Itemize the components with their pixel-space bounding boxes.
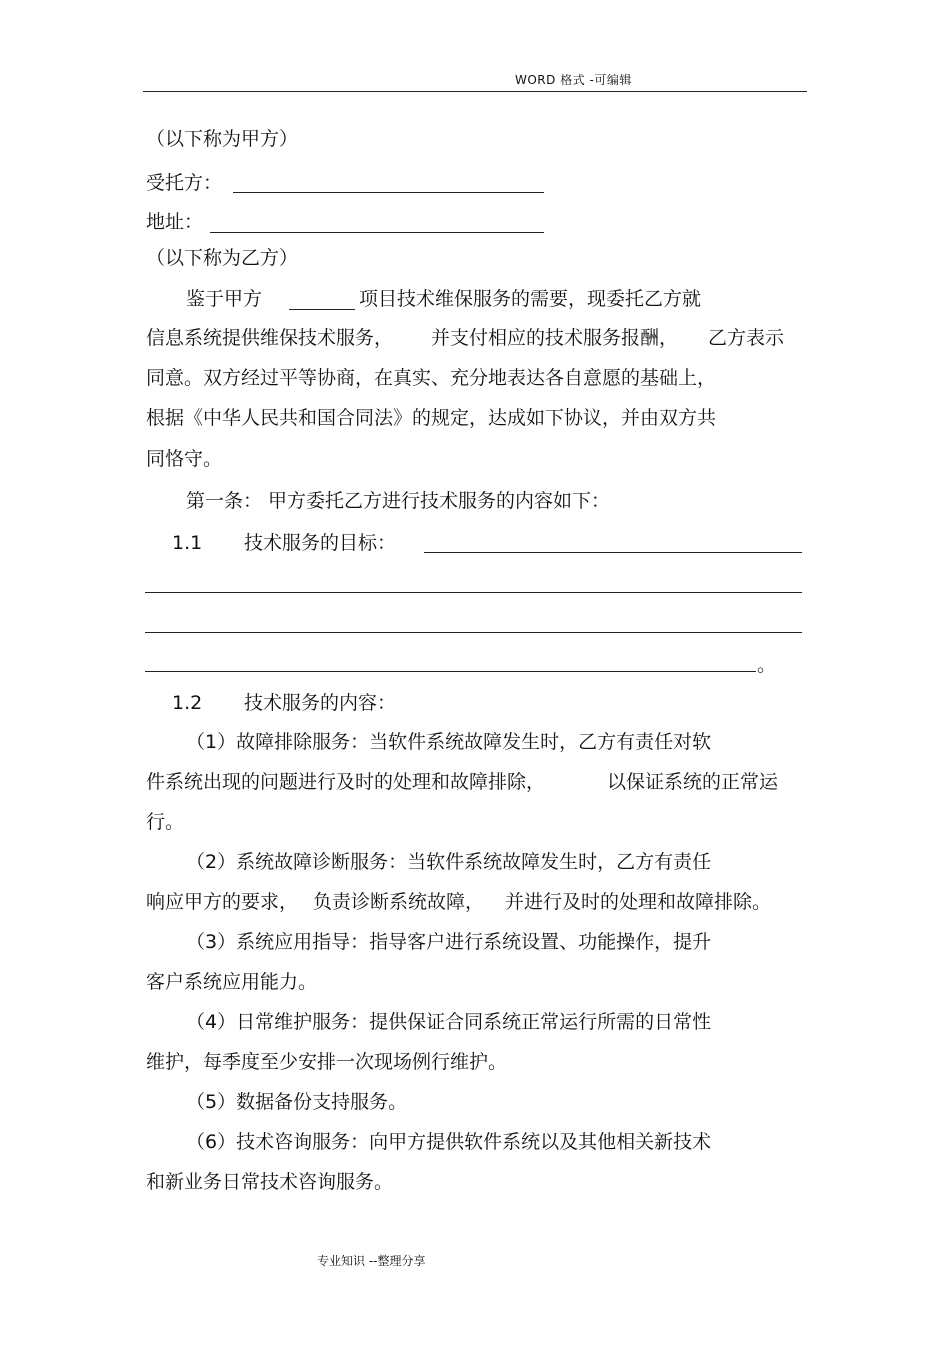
section-1-2-number: 1.2 [172,692,203,714]
item-4-line-2: 维护，每季度至少安排一次现场例行维护。 [146,1051,508,1073]
item-2-line-2b: 负责诊断系统故障， [313,891,485,913]
section-1-1-label: 技术服务的目标： [244,532,397,554]
item-6-line-1: （6）技术咨询服务：向甲方提供软件系统以及其他相关新技术 [186,1131,712,1153]
item-3-line-2: 客户系统应用能力。 [146,971,318,993]
section-1-2-label: 技术服务的内容： [244,692,397,714]
item-1-line-2b: 以保证系统的正常运 [607,771,779,793]
intro-line-2c: 乙方表示 [708,327,785,349]
item-4-line-1: （4）日常维护服务：提供保证合同系统正常运行所需的日常性 [186,1011,712,1033]
intro-line-3: 同意。双方经过平等协商，在真实、充分地表达各自意愿的基础上， [146,367,717,389]
goal-period: 。 [757,654,777,676]
item-1-line-2a: 件系统出现的问题进行及时的处理和故障排除， [146,771,546,793]
item-1-line-3: 行。 [146,811,185,833]
intro-line-5: 同恪守。 [146,448,223,470]
project-name-blank [289,309,355,310]
party-b-note: （以下称为乙方） [146,247,299,269]
page-footer: 专业知识 --整理分享 [317,1254,426,1268]
item-2-line-2a: 响应甲方的要求， [146,891,299,913]
section-1-1-number: 1.1 [172,532,203,554]
header-rule [143,91,807,92]
goal-blank-3 [145,632,802,633]
goal-blank-4 [145,671,756,672]
intro-line-2b: 并支付相应的技术服务报酬， [431,327,679,349]
trustee-blank [233,192,544,193]
item-2-line-2c: 并进行及时的处理和故障排除。 [505,891,772,913]
address-blank [210,232,544,233]
page-header: WORD 格式 -可编辑 [515,73,632,87]
goal-blank-2 [145,592,802,593]
intro-line-2a: 信息系统提供维保技术服务， [146,327,394,349]
item-6-line-2: 和新业务日常技术咨询服务。 [146,1171,394,1193]
address-label: 地址： [146,211,204,233]
item-5-line-1: （5）数据备份支持服务。 [186,1091,408,1113]
trustee-label: 受托方： [146,172,223,194]
party-a-note: （以下称为甲方） [146,128,299,150]
goal-blank-1 [424,552,802,553]
item-3-line-1: （3）系统应用指导：指导客户进行系统设置、功能操作，提升 [186,931,712,953]
item-1-line-1: （1）故障排除服务：当软件系统故障发生时，乙方有责任对软 [186,731,712,753]
intro-line-1a: 鉴于甲方 [186,288,263,310]
item-2-line-1: （2）系统故障诊断服务：当软件系统故障发生时，乙方有责任 [186,851,712,873]
intro-line-1b: 项目技术维保服务的需要，现委托乙方就 [359,288,702,310]
intro-line-4: 根据《中华人民共和国合同法》的规定，达成如下协议，并由双方共 [146,407,717,429]
article-1-heading: 第一条： 甲方委托乙方进行技术服务的内容如下： [186,490,611,512]
